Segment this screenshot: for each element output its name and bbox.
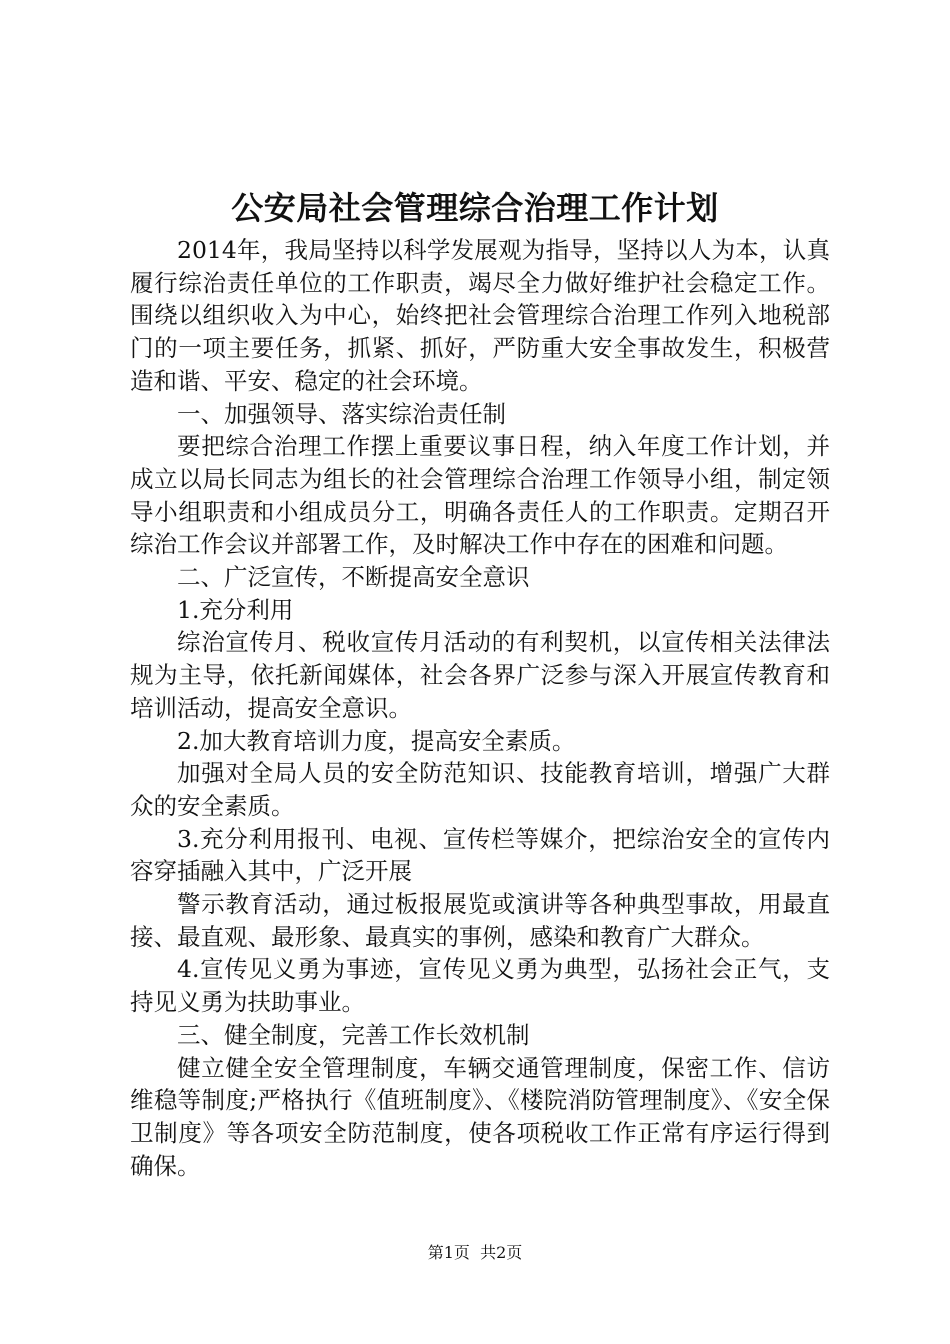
item-2-paragraph: 加强对全局人员的安全防范知识、技能教育培训，增强广大群众的安全素质。 (130, 759, 830, 820)
item-1-heading: 1.充分利用 (177, 595, 294, 624)
document-title: 公安局社会管理综合治理工作计划 (231, 189, 719, 227)
item-2-heading: 2.加大教育培训力度，提高安全素质。 (177, 726, 576, 755)
item-4-paragraph: 4.宣传见义勇为事迹，宣传见义勇为典型，弘扬社会正气，支持见义勇为扶助事业。 (130, 955, 830, 1017)
intro-paragraph: 2014年，我局坚持以科学发展观为指导，坚持以人为本，认真履行综治责任单位的工作职责，竭尽全力做好维护社会稳定工作。围绕以组织收入为中心，始终把社会管理综合治理工作列入地税部门的一项主要任务，抓紧、抓好，严防重大安全事故发生，积极营造和谐、平安、稳定的社会环境。 (130, 236, 830, 395)
item-1-paragraph: 综治宣传月、税收宣传月活动的有利契机，以宣传相关法律法规为主导，依托新闻媒体，社会各界广泛参与深入开展宣传教育和培训活动，提高安全意识。 (130, 628, 830, 722)
item-3-heading: 3.充分利用报刊、电视、宣传栏等媒介，把综治安全的宣传内容穿插融入其中，广泛开展 (130, 824, 830, 886)
page-footer: 第1页 共2页 (427, 1243, 523, 1262)
section-1-paragraph: 要把综合治理工作摆上重要议事日程，纳入年度工作计划，并成立以局长同志为组长的社会管理综合治理工作领导小组，制定领导小组职责和小组成员分工，明确各责任人的工作职责。定期召开综治工作会议并部署工作，及时解决工作中存在的困难和问题。 (130, 432, 830, 559)
section-heading-1: 一、加强领导、落实综治责任制 (177, 399, 506, 428)
section-heading-2: 二、广泛宣传，不断提高安全意识 (177, 563, 530, 592)
section-3-paragraph: 健立健全安全管理制度，车辆交通管理制度，保密工作、信访维稳等制度;严格执行《值班制度》、《楼院消防管理制度》、《安全保卫制度》等各项安全防范制度，使各项税收工作正常有序运行得到确保。 (130, 1053, 830, 1180)
section-heading-3: 三、健全制度，完善工作长效机制 (177, 1020, 530, 1049)
item-3-paragraph: 警示教育活动，通过板报展览或演讲等各种典型事故，用最直接、最直观、最形象、最真实的事例，感染和教育广大群众。 (130, 890, 830, 951)
document-body (130, 234, 830, 1182)
